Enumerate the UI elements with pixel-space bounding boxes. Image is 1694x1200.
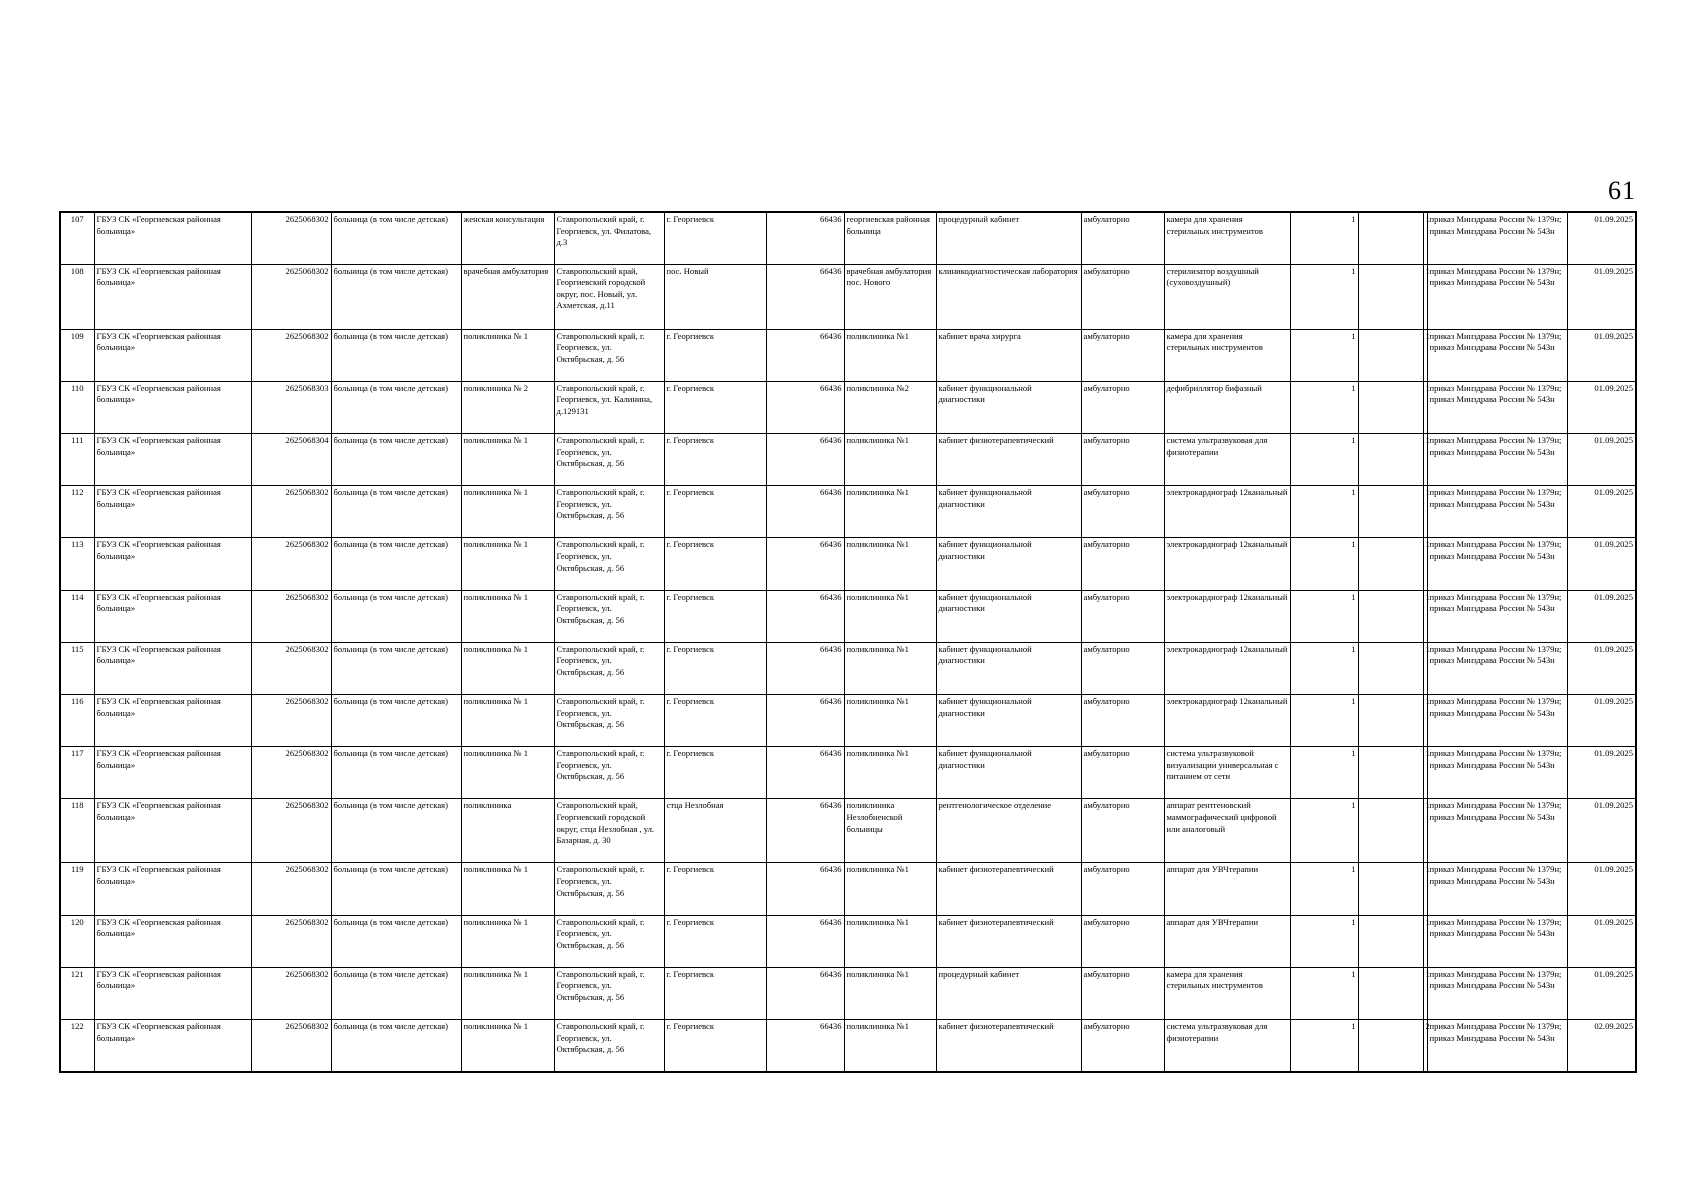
facility-type-cell: больница (в том числе детская) bbox=[331, 538, 461, 590]
facility-type-cell: больница (в том числе детская) bbox=[331, 695, 461, 747]
equipment-cell: аппарат рентгеновский маммографический цифровой или аналоговый bbox=[1164, 799, 1290, 863]
unit-cell: поликлиника № 1 bbox=[461, 590, 554, 642]
quantity-required-cell: 1 bbox=[1290, 434, 1358, 486]
quantity-needed-cell: 1 bbox=[1423, 642, 1427, 694]
code-cell: 66436 bbox=[766, 747, 844, 799]
facility-type-cell: больница (в том числе детская) bbox=[331, 212, 461, 264]
city-cell: г. Георгиевск bbox=[664, 329, 766, 381]
row-number-cell: 117 bbox=[60, 747, 94, 799]
subunit-cell: поликлиника №1 bbox=[844, 915, 936, 967]
unit-cell: поликлиника № 1 bbox=[461, 747, 554, 799]
code-cell: 66436 bbox=[766, 486, 844, 538]
mode-cell: амбулаторно bbox=[1081, 434, 1164, 486]
row-number-cell: 114 bbox=[60, 590, 94, 642]
code-cell: 66436 bbox=[766, 329, 844, 381]
row-number-cell: 119 bbox=[60, 863, 94, 915]
cabinet-cell: рентгенологическое отделение bbox=[936, 799, 1081, 863]
cabinet-cell: процедурный кабинет bbox=[936, 212, 1081, 264]
quantity-needed-cell: 1 bbox=[1423, 967, 1427, 1019]
inn-cell: 2625068303 bbox=[251, 381, 331, 433]
organization-cell: ГБУЗ СК «Георгиевская районная больница» bbox=[94, 915, 251, 967]
unit-cell: поликлиника № 1 bbox=[461, 486, 554, 538]
unit-cell: поликлиника № 1 bbox=[461, 695, 554, 747]
cabinet-cell: клиникодиагностическая лаборатория bbox=[936, 264, 1081, 329]
address-cell: Ставропольский край, г. Георгиевск, ул. Октябрьская, д. 56 bbox=[554, 747, 664, 799]
quantity-available-cell bbox=[1358, 799, 1423, 863]
address-cell: Ставропольский край, г. Георгиевск, ул. Октябрьская, д. 56 bbox=[554, 967, 664, 1019]
row-number-cell: 122 bbox=[60, 1019, 94, 1071]
address-cell: Ставропольский край, г. Георгиевск, ул. Октябрьская, д. 56 bbox=[554, 538, 664, 590]
quantity-available-cell bbox=[1358, 590, 1423, 642]
quantity-needed-cell: 1 bbox=[1423, 747, 1427, 799]
equipment-cell: электрокардиограф 12канальный bbox=[1164, 486, 1290, 538]
table-row bbox=[60, 642, 1636, 694]
subunit-cell: поликлиника №1 bbox=[844, 747, 936, 799]
quantity-required-cell: 1 bbox=[1290, 1019, 1358, 1071]
table-row bbox=[60, 863, 1636, 915]
facility-type-cell: больница (в том числе детская) bbox=[331, 863, 461, 915]
address-cell: Ставропольский край, г. Георгиевск, ул. Октябрьская, д. 56 bbox=[554, 695, 664, 747]
cabinet-cell: кабинет функциональной диагностики bbox=[936, 486, 1081, 538]
quantity-available-cell bbox=[1358, 381, 1423, 433]
basis-cell: приказ Минздрава России № 1379н; приказ Минздрава России № 543н bbox=[1427, 381, 1567, 433]
address-cell: Ставропольский край, г. Георгиевск, ул. Октябрьская, д. 56 bbox=[554, 434, 664, 486]
quantity-available-cell bbox=[1358, 747, 1423, 799]
inn-cell: 2625068302 bbox=[251, 863, 331, 915]
equipment-cell: аппарат для УВЧтерапии bbox=[1164, 863, 1290, 915]
subunit-cell: поликлиника №1 bbox=[844, 967, 936, 1019]
city-cell: г. Георгиевск bbox=[664, 967, 766, 1019]
organization-cell: ГБУЗ СК «Георгиевская районная больница» bbox=[94, 212, 251, 264]
row-number-cell: 116 bbox=[60, 695, 94, 747]
row-number-cell: 112 bbox=[60, 486, 94, 538]
table-row bbox=[60, 264, 1636, 329]
facility-type-cell: больница (в том числе детская) bbox=[331, 264, 461, 329]
mode-cell: амбулаторно bbox=[1081, 967, 1164, 1019]
code-cell: 66436 bbox=[766, 915, 844, 967]
date-cell: 01.09.2025 bbox=[1567, 538, 1636, 590]
quantity-available-cell bbox=[1358, 264, 1423, 329]
quantity-required-cell: 1 bbox=[1290, 642, 1358, 694]
basis-cell: приказ Минздрава России № 1379н; приказ Минздрава России № 543н bbox=[1427, 486, 1567, 538]
mode-cell: амбулаторно bbox=[1081, 863, 1164, 915]
quantity-available-cell bbox=[1358, 434, 1423, 486]
date-cell: 01.09.2025 bbox=[1567, 915, 1636, 967]
equipment-cell: аппарат для УВЧтерапии bbox=[1164, 915, 1290, 967]
unit-cell: поликлиника bbox=[461, 799, 554, 863]
date-cell: 02.09.2025 bbox=[1567, 1019, 1636, 1071]
inn-cell: 2625068302 bbox=[251, 538, 331, 590]
facility-type-cell: больница (в том числе детская) bbox=[331, 590, 461, 642]
equipment-cell: стерилизатор воздушный (суховоздушный) bbox=[1164, 264, 1290, 329]
quantity-available-cell bbox=[1358, 212, 1423, 264]
code-cell: 66436 bbox=[766, 434, 844, 486]
facility-type-cell: больница (в том числе детская) bbox=[331, 486, 461, 538]
inn-cell: 2625068302 bbox=[251, 212, 331, 264]
equipment-cell: система ультразвуковой визуализации универсальная с питанием от сети bbox=[1164, 747, 1290, 799]
table-row bbox=[60, 486, 1636, 538]
cabinet-cell: кабинет врача хирурга bbox=[936, 329, 1081, 381]
organization-cell: ГБУЗ СК «Георгиевская районная больница» bbox=[94, 434, 251, 486]
quantity-available-cell bbox=[1358, 915, 1423, 967]
code-cell: 66436 bbox=[766, 590, 844, 642]
quantity-needed-cell: 1 bbox=[1423, 590, 1427, 642]
table-body bbox=[60, 212, 1636, 1072]
quantity-required-cell: 1 bbox=[1290, 381, 1358, 433]
inn-cell: 2625068302 bbox=[251, 329, 331, 381]
mode-cell: амбулаторно bbox=[1081, 329, 1164, 381]
address-cell: Ставропольский край, г. Георгиевск, ул. Октябрьская, д. 56 bbox=[554, 329, 664, 381]
quantity-needed-cell: 1 bbox=[1423, 695, 1427, 747]
basis-cell: приказ Минздрава России № 1379н; приказ Минздрава России № 543н bbox=[1427, 212, 1567, 264]
mode-cell: амбулаторно bbox=[1081, 1019, 1164, 1071]
subunit-cell: поликлиника №1 bbox=[844, 695, 936, 747]
facility-type-cell: больница (в том числе детская) bbox=[331, 967, 461, 1019]
basis-cell: приказ Минздрава России № 1379н; приказ Минздрава России № 543н bbox=[1427, 264, 1567, 329]
quantity-needed-cell: 1 bbox=[1423, 381, 1427, 433]
basis-cell: приказ Минздрава России № 1379н; приказ Минздрава России № 543н bbox=[1427, 590, 1567, 642]
cabinet-cell: кабинет функциональной диагностики bbox=[936, 642, 1081, 694]
quantity-needed-cell: 1 bbox=[1423, 434, 1427, 486]
quantity-required-cell: 1 bbox=[1290, 329, 1358, 381]
cabinet-cell: кабинет физиотерапевтический bbox=[936, 1019, 1081, 1071]
address-cell: Ставропольский край, г. Георгиевск, ул. Октябрьская, д. 56 bbox=[554, 590, 664, 642]
cabinet-cell: кабинет функциональной диагностики bbox=[936, 695, 1081, 747]
subunit-cell: врачебная амбулатория пос. Нового bbox=[844, 264, 936, 329]
organization-cell: ГБУЗ СК «Георгиевская районная больница» bbox=[94, 381, 251, 433]
row-number-cell: 115 bbox=[60, 642, 94, 694]
equipment-cell: электрокардиограф 12канальный bbox=[1164, 538, 1290, 590]
table-row bbox=[60, 747, 1636, 799]
quantity-available-cell bbox=[1358, 329, 1423, 381]
facility-type-cell: больница (в том числе детская) bbox=[331, 642, 461, 694]
page-number: 61 bbox=[1608, 176, 1636, 205]
facility-type-cell: больница (в том числе детская) bbox=[331, 1019, 461, 1071]
cabinet-cell: кабинет функциональной диагностики bbox=[936, 747, 1081, 799]
quantity-available-cell bbox=[1358, 642, 1423, 694]
code-cell: 66436 bbox=[766, 695, 844, 747]
inn-cell: 2625068302 bbox=[251, 486, 331, 538]
quantity-needed-cell: 1 bbox=[1423, 915, 1427, 967]
quantity-required-cell: 1 bbox=[1290, 212, 1358, 264]
equipment-cell: электрокардиограф 12канальный bbox=[1164, 642, 1290, 694]
basis-cell: приказ Минздрава России № 1379н; приказ Минздрава России № 543н bbox=[1427, 799, 1567, 863]
date-cell: 01.09.2025 bbox=[1567, 381, 1636, 433]
inn-cell: 2625068304 bbox=[251, 434, 331, 486]
subunit-cell: поликлиника Незлобненской больницы bbox=[844, 799, 936, 863]
table-row bbox=[60, 538, 1636, 590]
code-cell: 66436 bbox=[766, 212, 844, 264]
code-cell: 66436 bbox=[766, 967, 844, 1019]
row-number-cell: 121 bbox=[60, 967, 94, 1019]
address-cell: Ставропольский край, Георгиевский городской округ, стца Незлобная , ул. Базарная, д. 30 bbox=[554, 799, 664, 863]
quantity-required-cell: 1 bbox=[1290, 695, 1358, 747]
basis-cell: приказ Минздрава России № 1379н; приказ Минздрава России № 543н bbox=[1427, 1019, 1567, 1071]
table-row bbox=[60, 1019, 1636, 1071]
table-row bbox=[60, 590, 1636, 642]
address-cell: Ставропольский край, г. Георгиевск, ул. Октябрьская, д. 56 bbox=[554, 642, 664, 694]
code-cell: 66436 bbox=[766, 538, 844, 590]
cabinet-cell: процедурный кабинет bbox=[936, 967, 1081, 1019]
quantity-needed-cell: 1 bbox=[1423, 212, 1427, 264]
quantity-available-cell bbox=[1358, 538, 1423, 590]
city-cell: пос. Новый bbox=[664, 264, 766, 329]
inn-cell: 2625068302 bbox=[251, 590, 331, 642]
city-cell: г. Георгиевск bbox=[664, 486, 766, 538]
date-cell: 01.09.2025 bbox=[1567, 329, 1636, 381]
quantity-required-cell: 1 bbox=[1290, 915, 1358, 967]
row-number-cell: 120 bbox=[60, 915, 94, 967]
city-cell: г. Георгиевск bbox=[664, 590, 766, 642]
basis-cell: приказ Минздрава России № 1379н; приказ Минздрава России № 543н bbox=[1427, 747, 1567, 799]
city-cell: г. Георгиевск bbox=[664, 538, 766, 590]
quantity-available-cell bbox=[1358, 863, 1423, 915]
subunit-cell: поликлиника №2 bbox=[844, 381, 936, 433]
subunit-cell: георгиевская районная больница bbox=[844, 212, 936, 264]
mode-cell: амбулаторно bbox=[1081, 590, 1164, 642]
code-cell: 66436 bbox=[766, 863, 844, 915]
code-cell: 66436 bbox=[766, 381, 844, 433]
table-row bbox=[60, 381, 1636, 433]
date-cell: 01.09.2025 bbox=[1567, 590, 1636, 642]
unit-cell: женская консультация bbox=[461, 212, 554, 264]
organization-cell: ГБУЗ СК «Георгиевская районная больница» bbox=[94, 747, 251, 799]
equipment-cell: электрокардиограф 12канальный bbox=[1164, 590, 1290, 642]
address-cell: Ставропольский край, г. Георгиевск, ул. Октябрьская, д. 56 bbox=[554, 863, 664, 915]
row-number-cell: 110 bbox=[60, 381, 94, 433]
quantity-needed-cell: 2 bbox=[1423, 1019, 1427, 1071]
equipment-cell: дефибриллятор бифазный bbox=[1164, 381, 1290, 433]
city-cell: г. Георгиевск bbox=[664, 863, 766, 915]
equipment-cell: камера для хранения стерильных инструментов bbox=[1164, 212, 1290, 264]
inn-cell: 2625068302 bbox=[251, 747, 331, 799]
address-cell: Ставропольский край, г. Георгиевск, ул. Филатова, д.3 bbox=[554, 212, 664, 264]
date-cell: 01.09.2025 bbox=[1567, 264, 1636, 329]
quantity-available-cell bbox=[1358, 695, 1423, 747]
date-cell: 01.09.2025 bbox=[1567, 863, 1636, 915]
date-cell: 01.09.2025 bbox=[1567, 486, 1636, 538]
basis-cell: приказ Минздрава России № 1379н; приказ Минздрава России № 543н bbox=[1427, 695, 1567, 747]
quantity-needed-cell: 1 bbox=[1423, 799, 1427, 863]
date-cell: 01.09.2025 bbox=[1567, 967, 1636, 1019]
address-cell: Ставропольский край, Георгиевский городской округ, пос. Новый, ул. Ахметская, д.11 bbox=[554, 264, 664, 329]
inn-cell: 2625068302 bbox=[251, 642, 331, 694]
row-number-cell: 109 bbox=[60, 329, 94, 381]
quantity-required-cell: 1 bbox=[1290, 799, 1358, 863]
subunit-cell: поликлиника №1 bbox=[844, 434, 936, 486]
mode-cell: амбулаторно bbox=[1081, 642, 1164, 694]
table-row bbox=[60, 212, 1636, 264]
table-row bbox=[60, 799, 1636, 863]
unit-cell: поликлиника № 1 bbox=[461, 434, 554, 486]
quantity-needed-cell: 1 bbox=[1423, 264, 1427, 329]
organization-cell: ГБУЗ СК «Георгиевская районная больница» bbox=[94, 695, 251, 747]
city-cell: г. Георгиевск bbox=[664, 695, 766, 747]
table-row bbox=[60, 329, 1636, 381]
table-row bbox=[60, 434, 1636, 486]
equipment-cell: камера для хранения стерильных инструментов bbox=[1164, 967, 1290, 1019]
organization-cell: ГБУЗ СК «Георгиевская районная больница» bbox=[94, 538, 251, 590]
organization-cell: ГБУЗ СК «Георгиевская районная больница» bbox=[94, 486, 251, 538]
row-number-cell: 111 bbox=[60, 434, 94, 486]
code-cell: 66436 bbox=[766, 642, 844, 694]
unit-cell: поликлиника № 1 bbox=[461, 329, 554, 381]
address-cell: Ставропольский край, г. Георгиевск, ул. Октябрьская, д. 56 bbox=[554, 486, 664, 538]
quantity-needed-cell: 1 bbox=[1423, 863, 1427, 915]
date-cell: 01.09.2025 bbox=[1567, 642, 1636, 694]
quantity-available-cell bbox=[1358, 967, 1423, 1019]
mode-cell: амбулаторно bbox=[1081, 915, 1164, 967]
facility-type-cell: больница (в том числе детская) bbox=[331, 434, 461, 486]
equipment-cell: камера для хранения стерильных инструментов bbox=[1164, 329, 1290, 381]
quantity-available-cell bbox=[1358, 486, 1423, 538]
mode-cell: амбулаторно bbox=[1081, 799, 1164, 863]
row-number-cell: 107 bbox=[60, 212, 94, 264]
quantity-required-cell: 1 bbox=[1290, 590, 1358, 642]
table-row bbox=[60, 967, 1636, 1019]
city-cell: г. Георгиевск bbox=[664, 915, 766, 967]
subunit-cell: поликлиника №1 bbox=[844, 329, 936, 381]
city-cell: г. Георгиевск bbox=[664, 747, 766, 799]
city-cell: г. Георгиевск bbox=[664, 642, 766, 694]
basis-cell: приказ Минздрава России № 1379н; приказ Минздрава России № 543н bbox=[1427, 967, 1567, 1019]
basis-cell: приказ Минздрава России № 1379н; приказ Минздрава России № 543н bbox=[1427, 863, 1567, 915]
unit-cell: поликлиника № 1 bbox=[461, 538, 554, 590]
inn-cell: 2625068302 bbox=[251, 799, 331, 863]
quantity-needed-cell: 1 bbox=[1423, 538, 1427, 590]
city-cell: г. Георгиевск bbox=[664, 381, 766, 433]
mode-cell: амбулаторно bbox=[1081, 486, 1164, 538]
facility-type-cell: больница (в том числе детская) bbox=[331, 915, 461, 967]
unit-cell: поликлиника № 1 bbox=[461, 915, 554, 967]
organization-cell: ГБУЗ СК «Георгиевская районная больница» bbox=[94, 590, 251, 642]
row-number-cell: 118 bbox=[60, 799, 94, 863]
facility-type-cell: больница (в том числе детская) bbox=[331, 799, 461, 863]
quantity-required-cell: 1 bbox=[1290, 264, 1358, 329]
quantity-available-cell bbox=[1358, 1019, 1423, 1071]
subunit-cell: поликлиника №1 bbox=[844, 642, 936, 694]
row-number-cell: 113 bbox=[60, 538, 94, 590]
subunit-cell: поликлиника №1 bbox=[844, 1019, 936, 1071]
subunit-cell: поликлиника №1 bbox=[844, 538, 936, 590]
quantity-required-cell: 1 bbox=[1290, 863, 1358, 915]
mode-cell: амбулаторно bbox=[1081, 381, 1164, 433]
facility-type-cell: больница (в том числе детская) bbox=[331, 747, 461, 799]
subunit-cell: поликлиника №1 bbox=[844, 590, 936, 642]
organization-cell: ГБУЗ СК «Георгиевская районная больница» bbox=[94, 967, 251, 1019]
basis-cell: приказ Минздрава России № 1379н; приказ Минздрава России № 543н bbox=[1427, 915, 1567, 967]
equipment-cell: система ультразвуковая для физиотерапии bbox=[1164, 1019, 1290, 1071]
quantity-required-cell: 1 bbox=[1290, 486, 1358, 538]
organization-cell: ГБУЗ СК «Георгиевская районная больница» bbox=[94, 329, 251, 381]
basis-cell: приказ Минздрава России № 1379н; приказ Минздрава России № 543н bbox=[1427, 434, 1567, 486]
organization-cell: ГБУЗ СК «Георгиевская районная больница» bbox=[94, 799, 251, 863]
unit-cell: поликлиника № 1 bbox=[461, 863, 554, 915]
city-cell: г. Георгиевск bbox=[664, 434, 766, 486]
address-cell: Ставропольский край, г. Георгиевск, ул. Калинина, д.129131 bbox=[554, 381, 664, 433]
city-cell: стца Незлобная bbox=[664, 799, 766, 863]
basis-cell: приказ Минздрава России № 1379н; приказ Минздрава России № 543н bbox=[1427, 538, 1567, 590]
mode-cell: амбулаторно bbox=[1081, 695, 1164, 747]
quantity-required-cell: 1 bbox=[1290, 538, 1358, 590]
unit-cell: поликлиника № 1 bbox=[461, 642, 554, 694]
inn-cell: 2625068302 bbox=[251, 695, 331, 747]
code-cell: 66436 bbox=[766, 1019, 844, 1071]
row-number-cell: 108 bbox=[60, 264, 94, 329]
organization-cell: ГБУЗ СК «Георгиевская районная больница» bbox=[94, 863, 251, 915]
unit-cell: врачебная амбулатория bbox=[461, 264, 554, 329]
date-cell: 01.09.2025 bbox=[1567, 747, 1636, 799]
mode-cell: амбулаторно bbox=[1081, 264, 1164, 329]
organization-cell: ГБУЗ СК «Георгиевская районная больница» bbox=[94, 1019, 251, 1071]
quantity-needed-cell: 1 bbox=[1423, 329, 1427, 381]
unit-cell: поликлиника № 1 bbox=[461, 1019, 554, 1071]
code-cell: 66436 bbox=[766, 799, 844, 863]
mode-cell: амбулаторно bbox=[1081, 538, 1164, 590]
inn-cell: 2625068302 bbox=[251, 264, 331, 329]
equipment-table bbox=[59, 211, 1637, 1073]
basis-cell: приказ Минздрава России № 1379н; приказ Минздрава России № 543н bbox=[1427, 642, 1567, 694]
subunit-cell: поликлиника №1 bbox=[844, 486, 936, 538]
city-cell: г. Георгиевск bbox=[664, 212, 766, 264]
date-cell: 01.09.2025 bbox=[1567, 799, 1636, 863]
organization-cell: ГБУЗ СК «Георгиевская районная больница» bbox=[94, 642, 251, 694]
mode-cell: амбулаторно bbox=[1081, 747, 1164, 799]
equipment-cell: электрокардиограф 12канальный bbox=[1164, 695, 1290, 747]
inn-cell: 2625068302 bbox=[251, 915, 331, 967]
quantity-needed-cell: 1 bbox=[1423, 486, 1427, 538]
table-row bbox=[60, 695, 1636, 747]
cabinet-cell: кабинет функциональной диагностики bbox=[936, 590, 1081, 642]
table-row bbox=[60, 915, 1636, 967]
cabinet-cell: кабинет физиотерапевтический bbox=[936, 915, 1081, 967]
city-cell: г. Георгиевск bbox=[664, 1019, 766, 1071]
organization-cell: ГБУЗ СК «Георгиевская районная больница» bbox=[94, 264, 251, 329]
date-cell: 01.09.2025 bbox=[1567, 434, 1636, 486]
quantity-required-cell: 1 bbox=[1290, 967, 1358, 1019]
cabinet-cell: кабинет физиотерапевтический bbox=[936, 434, 1081, 486]
quantity-required-cell: 1 bbox=[1290, 747, 1358, 799]
address-cell: Ставропольский край, г. Георгиевск, ул. Октябрьская, д. 56 bbox=[554, 915, 664, 967]
cabinet-cell: кабинет физиотерапевтический bbox=[936, 863, 1081, 915]
facility-type-cell: больница (в том числе детская) bbox=[331, 329, 461, 381]
unit-cell: поликлиника № 1 bbox=[461, 967, 554, 1019]
address-cell: Ставропольский край, г. Георгиевск, ул. Октябрьская, д. 56 bbox=[554, 1019, 664, 1071]
basis-cell: приказ Минздрава России № 1379н; приказ Минздрава России № 543н bbox=[1427, 329, 1567, 381]
inn-cell: 2625068302 bbox=[251, 967, 331, 1019]
date-cell: 01.09.2025 bbox=[1567, 695, 1636, 747]
inn-cell: 2625068302 bbox=[251, 1019, 331, 1071]
facility-type-cell: больница (в том числе детская) bbox=[331, 381, 461, 433]
unit-cell: поликлиника № 2 bbox=[461, 381, 554, 433]
code-cell: 66436 bbox=[766, 264, 844, 329]
cabinet-cell: кабинет функциональной диагностики bbox=[936, 538, 1081, 590]
subunit-cell: поликлиника №1 bbox=[844, 863, 936, 915]
equipment-cell: система ультразвуковая для физиотерапии bbox=[1164, 434, 1290, 486]
date-cell: 01.09.2025 bbox=[1567, 212, 1636, 264]
mode-cell: амбулаторно bbox=[1081, 212, 1164, 264]
cabinet-cell: кабинет функциональной диагностики bbox=[936, 381, 1081, 433]
